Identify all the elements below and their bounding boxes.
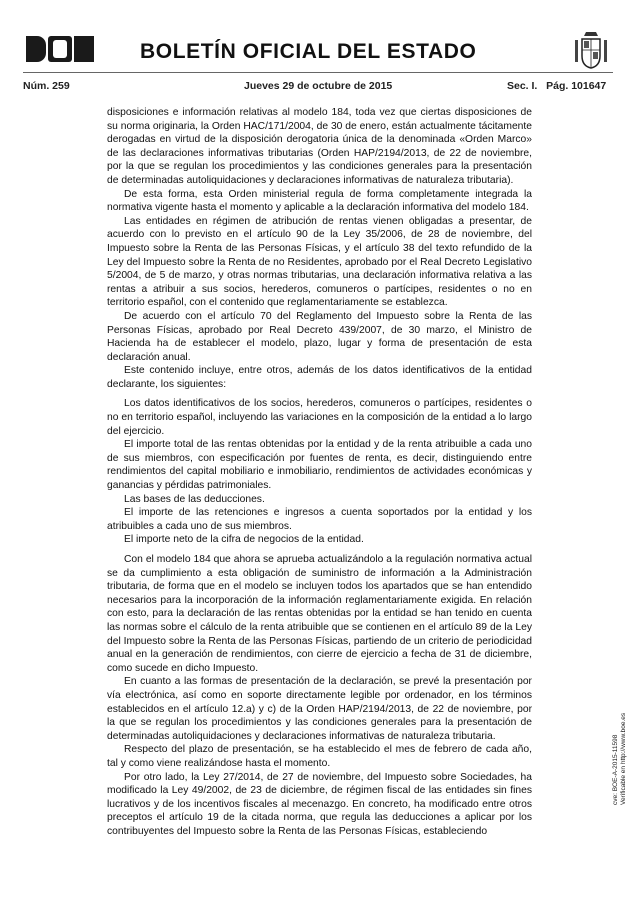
section-page: Sec. I. Pág. 101647 xyxy=(507,80,607,92)
paragraph: disposiciones e información relativas al modelo 184, toda vez que ciertas disposiciones de su norma originaria, la Orden HAC/171/2004, de 30 de enero, están actualmente tácitamente derogadas en virtud de la disposición derogatoria única de la denominada «Orden Marco» de las declaraciones informativas tributarias (Orden HAP/2194/2013, de 22 de noviembre, por la que se regulan los procedimientos y las condiciones generales para la presentación de determinadas autoliquidaciones y declaraciones informativas de naturaleza tributaria). xyxy=(107,107,532,186)
document-body xyxy=(107,106,532,838)
header-divider xyxy=(23,72,613,73)
paragraph: Por otro lado, la Ley 27/2014, de 27 de noviembre, del Impuesto sobre Sociedades, ha modificado la Ley 49/2002, de 23 de diciembre, de régimen fiscal de las entidades sin fines lucrativos y de los incentivos fiscales al mecenazgo. En concreto, ha modificado entre otros preceptos el artículo 19 de la citada norma, que regula las deducciones a aplicar por los contribuyentes del Impuesto sobre la Renta de las Personas Físicas, estableciendo xyxy=(107,771,532,837)
paragraph: En cuanto a las formas de presentación de la declaración, se prevé la presentación por vía electrónica, así como en soporte directamente legible por ordenador, en los términos establecidos en el artículo 12.a) y c) de la Orden HAP/2194/2013, de 22 de noviembre, por la que se regulan los procedimientos y las condiciones generales para la presentación de determinadas autoliquidaciones y declaraciones informativas de naturaleza tributaria. xyxy=(107,676,532,742)
boe-logo xyxy=(26,36,94,62)
cve-code: cve: BOE-A-2015-11598 xyxy=(612,734,619,805)
logo-seal-icon xyxy=(53,40,67,58)
logo-letter-e xyxy=(74,36,94,62)
paragraph: Con el modelo 184 que ahora se aprueba actualizándolo a la regulación normativa actual se da cumplimiento a esta obligación de suministro de información a la Administración tributaria, de forma que en el modelo se incluyen todos los apartados que se han entendido necesarios para la incorporación de la información reglamentariamente exigida. En relación con esto, para la declaración de las rentas obtenidas por la entidad se han tenido en cuenta las normas sobre el cálculo de la renta atribuible que se contienen en el artículo 89 de la Ley del Impuesto sobre la Renta de las Personas Físicas, partiendo de un criterio de periodicidad anual en la generación de rendimientos, con cierre de ejercicio a fecha de 31 de diciembre, como sucede en dicho Impuesto. xyxy=(107,554,532,674)
paragraph: De acuerdo con el artículo 70 del Reglamento del Impuesto sobre la Renta de las Personas Físicas, aprobado por Real Decreto 439/2007, de 30 marzo, el Ministro de Hacienda ha de establecer el modelo, plazo, lugar y forma de presentación de esta declaración anual. xyxy=(107,310,532,363)
list-item: El importe de las retenciones e ingresos a cuenta soportados por la entidad y los atribuibles a cada uno de sus miembros. xyxy=(107,507,532,532)
paragraph: De esta forma, esta Orden ministerial regula de forma completamente integrada la normativa vigente hasta el momento y aplicable a la declaración informativa del modelo 184. xyxy=(107,188,532,214)
logo-letter-o xyxy=(48,36,72,62)
issue-date: Jueves 29 de octubre de 2015 xyxy=(244,80,393,92)
issue-number: Núm. 259 xyxy=(23,80,70,92)
list-item: El importe total de las rentas obtenidas por la entidad y de la renta atribuible a cada uno de sus miembros, con especificación por fuentes de renta, es decir, distinguiendo entre rendimientos del capital mobiliario e inmobiliario, rendimientos de actividades económicas y ganancias y pérdidas patrimoniales. xyxy=(107,439,532,492)
list-item: Los datos identificativos de los socios, herederos, comuneros o partícipes, residentes o no en territorio español, incluyendo las variaciones en la composición de la entidad a lo largo del ejercicio. xyxy=(107,398,532,437)
paragraph: Este contenido incluye, entre otros, además de los datos identificativos de la entidad declarante, los siguientes: xyxy=(107,365,532,390)
paragraph: Las entidades en régimen de atribución de rentas vienen obligadas a presentar, de acuerdo con lo previsto en el artículo 90 de la Ley 35/2006, de 28 de noviembre, del Impuesto sobre la Renta de las Personas Físicas, y el artículo 38 del texto refundido de la Ley del Impuesto sobre la Renta de no Residentes, aprobado por el Real Decreto Legislativo 5/2004, de 5 de marzo, y otras normas tributarias, una declaración informativa relativa a las rentas a atribuir a sus socios, herederos, comuneros o partícipes, residentes o no en territorio español, con el contenido que reglamentariamente se establezca. xyxy=(107,215,532,309)
list-item: Las bases de las deducciones. xyxy=(124,493,265,505)
paragraph: Respecto del plazo de presentación, se ha establecido el mes de febrero de cada año, tal y como viene realizándose hasta el momento. xyxy=(107,744,532,769)
verification-sidebar xyxy=(612,713,628,805)
coat-of-arms-icon xyxy=(573,30,609,70)
verification-link[interactable]: Verificable en http://www.boe.es xyxy=(620,712,627,805)
list-item: El importe neto de la cifra de negocios de la entidad. xyxy=(124,534,364,546)
page-title: BOLETÍN OFICIAL DEL ESTADO xyxy=(140,40,477,63)
logo-letter-b xyxy=(26,36,46,62)
